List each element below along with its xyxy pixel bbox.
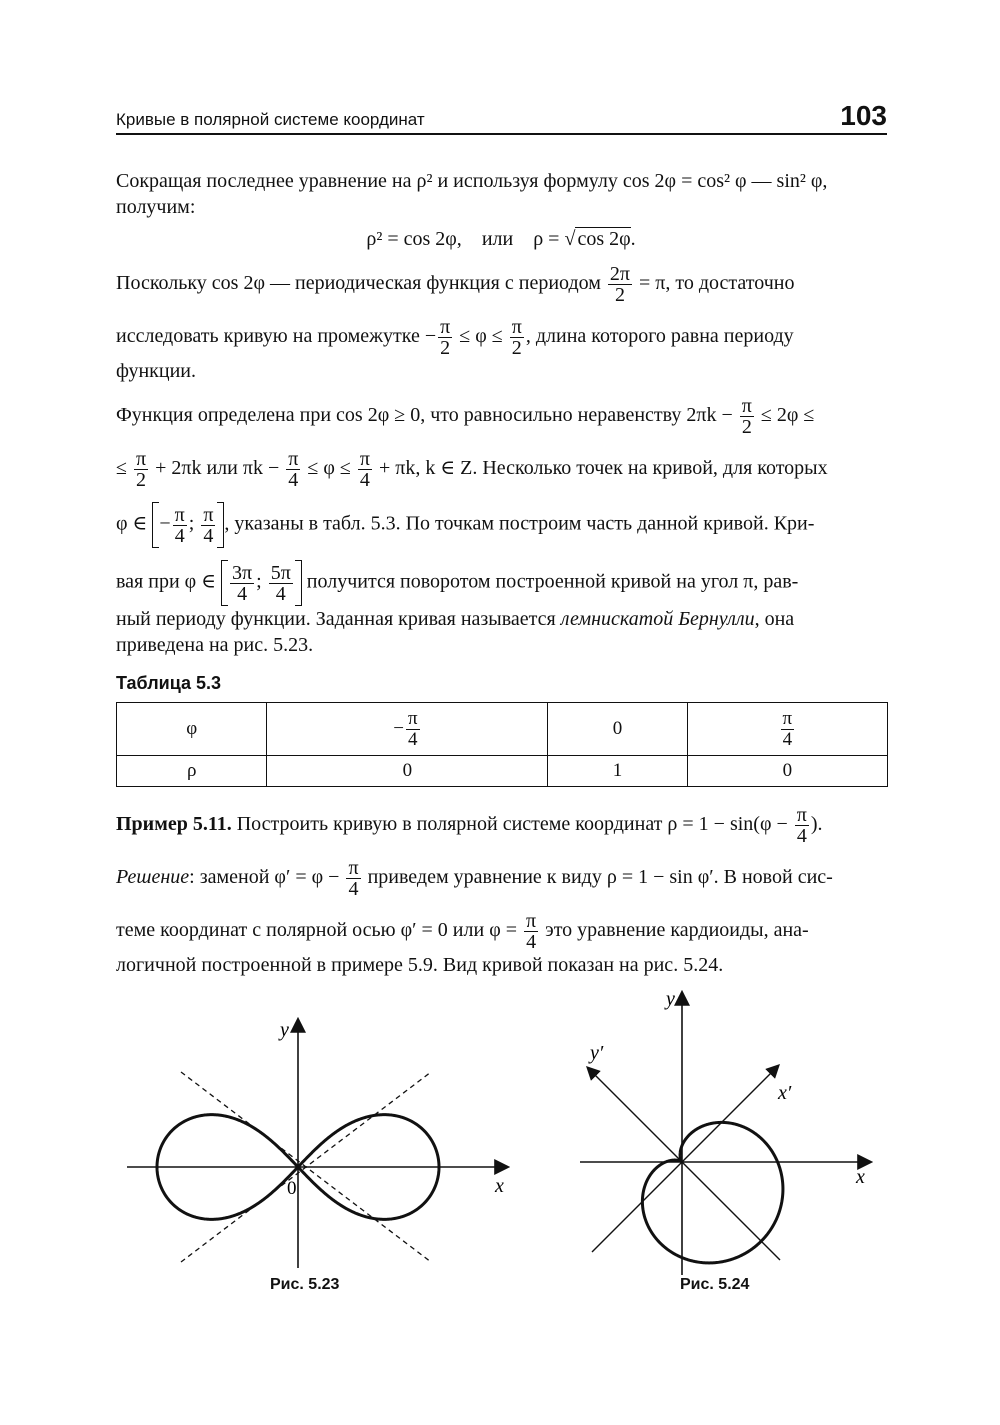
figure-cardioid — [570, 985, 880, 1285]
text: : заменой φ′ = φ − — [189, 866, 340, 889]
text: (φ − — [753, 813, 788, 836]
text: Сокращая последнее уравнение на ρ² и используя формулу cos 2φ = cos² φ — sin² φ, — [116, 170, 828, 192]
denominator: 4 — [782, 728, 793, 750]
text: ). — [810, 813, 823, 836]
denominator: 4 — [174, 524, 185, 547]
denominator: 2 — [440, 337, 451, 359]
text: получится поворотом построенной кривой на угол π, рав- — [306, 570, 799, 593]
header-rule — [116, 133, 887, 135]
text: ный периоду функции. Заданная кривая называется — [116, 608, 556, 630]
fraction — [230, 563, 254, 604]
fraction — [201, 505, 215, 546]
paragraph — [116, 396, 886, 437]
denominator: 2 — [136, 469, 147, 491]
y-axis-label: y — [666, 988, 675, 1010]
text: ≤ 2φ ≤ — [760, 404, 815, 427]
eq-or: или — [481, 228, 514, 250]
eq-suffix: . — [630, 228, 636, 250]
text: Построить кривую в полярной системе координат ρ = 1 − sin — [236, 813, 754, 836]
sqrt-radicand: cos 2φ — [577, 228, 631, 250]
page-number: 103 — [840, 100, 887, 131]
paragraph — [116, 358, 886, 384]
paragraph — [116, 317, 886, 358]
rotated-x-axis — [592, 1066, 778, 1252]
emphasis: Решение — [116, 866, 190, 889]
table-row — [117, 756, 888, 787]
numerator: π — [203, 503, 214, 526]
paragraph — [116, 858, 886, 899]
rotated-x-label: x′ — [778, 1082, 792, 1104]
table-caption: Таблица 5.3 — [116, 673, 222, 693]
figure-caption: Рис. 5.24 — [680, 1276, 750, 1293]
table-cell: ρ — [117, 756, 267, 787]
table-cell: 0 — [548, 703, 687, 756]
paragraph — [116, 911, 886, 952]
body-text — [116, 168, 886, 978]
numerator: π — [526, 910, 537, 932]
origin-label: 0 — [287, 1178, 297, 1199]
text: ≤ φ ≤ — [459, 325, 503, 348]
right-bracket — [295, 560, 302, 606]
text: приведем уравнение к виду ρ = 1 − sin φ′. В новой сис- — [367, 866, 833, 889]
denominator: 2 — [614, 284, 625, 306]
denominator: 4 — [407, 728, 418, 750]
paragraph — [116, 952, 886, 978]
figure-caption: Рис. 5.23 — [270, 1276, 340, 1293]
numerator: 3π — [232, 561, 253, 584]
table-cell: 1 — [548, 756, 687, 787]
paragraph — [116, 264, 886, 305]
fraction — [608, 264, 632, 305]
text: вая при φ ∈ — [116, 570, 217, 593]
paragraph — [116, 560, 886, 606]
text: ; — [188, 512, 195, 535]
text: ≤ — [116, 457, 127, 480]
paragraph — [116, 168, 886, 194]
text: ; — [256, 570, 262, 593]
rotated-y-label: y′ — [590, 1042, 604, 1064]
table-row — [117, 703, 888, 756]
fraction — [795, 805, 809, 846]
text: φ ∈ — [116, 512, 148, 535]
text: + 2πk или πk − — [155, 457, 280, 480]
fraction — [438, 317, 452, 358]
text: получим: — [116, 196, 196, 218]
header-title: Кривые в полярной системе координат — [116, 110, 425, 129]
fraction — [173, 505, 187, 546]
sign: − — [393, 717, 404, 739]
text: это уравнение кардиоиды, ана- — [545, 919, 809, 942]
numerator: π — [741, 395, 752, 417]
text: − — [159, 512, 171, 535]
paragraph — [116, 194, 886, 220]
fraction — [269, 563, 293, 604]
text: Функция определена при cos 2φ ≥ 0, что равносильно неравенству 2πk − — [116, 404, 733, 427]
denominator: 4 — [796, 825, 807, 847]
denominator: 2 — [511, 337, 522, 359]
denominator: 2 — [741, 416, 752, 438]
eq-left: ρ² = cos 2φ, — [366, 228, 462, 250]
table-cell: 0 — [267, 756, 548, 787]
text: теме координат с полярной осью φ′ = 0 или φ = — [116, 919, 518, 942]
text: приведена на рис. 5.23. — [116, 634, 314, 656]
numerator: π — [407, 707, 418, 729]
denominator: 4 — [526, 931, 537, 953]
text: ≤ φ ≤ — [307, 457, 351, 480]
text: = π, то достаточно — [639, 272, 795, 295]
paragraph — [116, 805, 886, 846]
text: Поскольку cos 2φ — периодическая функция с периодом — [116, 272, 601, 295]
fraction — [406, 709, 420, 750]
table-cell: 0 — [687, 756, 887, 787]
paragraph — [116, 449, 886, 490]
text: , указаны в табл. 5.3. По точкам построим часть данной кривой. Кри- — [224, 512, 815, 535]
denominator: 4 — [348, 878, 359, 900]
table-cell — [267, 703, 548, 756]
text: + πk, k ∈ Z. Несколько точек на кривой, для которых — [378, 457, 828, 480]
denominator: 4 — [203, 524, 214, 547]
emphasis: лемнискатой Бернулли — [560, 608, 755, 630]
numerator: π — [174, 503, 185, 526]
fraction — [510, 317, 524, 358]
table-cell — [687, 703, 887, 756]
text: функции. — [116, 360, 196, 382]
denominator: 4 — [288, 469, 299, 491]
y-axis-label: y — [280, 1019, 289, 1041]
numerator: 5π — [270, 561, 291, 584]
numerator: π — [359, 448, 370, 470]
x-axis-label: x — [856, 1166, 865, 1188]
eq-right: ρ = √ — [533, 228, 576, 250]
fraction — [524, 911, 538, 952]
fraction — [286, 449, 300, 490]
text: , она — [754, 608, 795, 630]
numerator: 2π — [609, 263, 631, 285]
numerator: π — [796, 804, 807, 826]
fraction — [358, 449, 372, 490]
text: , длина которого равна периоду — [525, 325, 794, 348]
denominator: 4 — [359, 469, 370, 491]
values-table — [116, 702, 888, 787]
x-axis-label: x — [495, 1175, 504, 1197]
fraction — [346, 858, 360, 899]
paragraph — [116, 632, 886, 658]
fraction — [134, 449, 148, 490]
paragraph — [116, 502, 886, 548]
rotated-y-axis — [588, 1068, 780, 1260]
fraction — [740, 396, 754, 437]
text: исследовать кривую на промежутке − — [116, 325, 437, 348]
denominator: 4 — [237, 582, 248, 605]
table-cell: φ — [117, 703, 267, 756]
figure-lemniscate — [115, 1010, 515, 1280]
numerator: π — [511, 316, 522, 338]
numerator: π — [440, 316, 451, 338]
numerator: π — [348, 857, 359, 879]
numerator: π — [782, 707, 793, 729]
denominator: 4 — [275, 582, 286, 605]
text: логичной построенной в примере 5.9. Вид кривой показан на рис. 5.24. — [116, 954, 724, 976]
numerator: π — [288, 448, 299, 470]
equation — [116, 226, 886, 252]
numerator: π — [135, 448, 147, 470]
paragraph — [116, 606, 886, 632]
example-label: Пример 5.11. — [116, 813, 232, 836]
fraction — [781, 709, 795, 750]
left-bracket — [221, 560, 228, 606]
